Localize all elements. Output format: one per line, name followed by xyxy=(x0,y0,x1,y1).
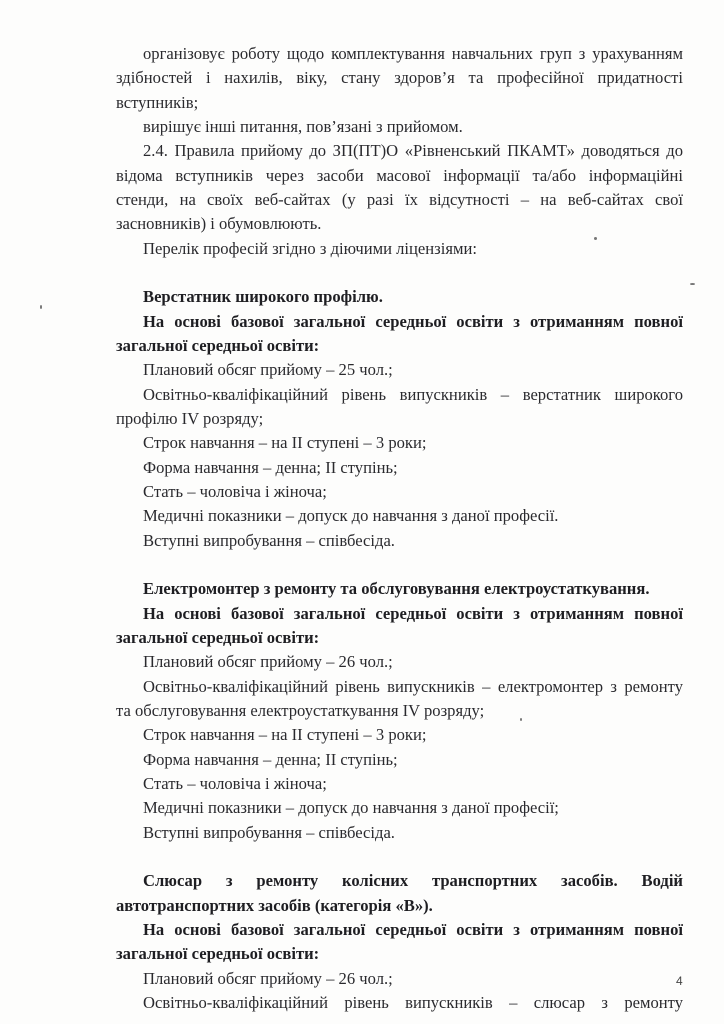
profession-title: автотранспортних засобів (категорія «В»). xyxy=(116,896,433,915)
profession-basis: загальної середньої освіти: xyxy=(116,628,320,647)
scan-speck xyxy=(690,283,695,285)
profession-detail: Освітньо-кваліфікаційний рівень випускників – слюсар з ремонту xyxy=(143,993,683,1012)
paragraph-line: стенди, на своїх веб-сайтах (у разі їх відсутності – на веб-сайтах свої xyxy=(116,190,683,209)
scan-speck xyxy=(594,237,597,240)
profession-title: Слюсар з ремонту колісних транспортних засобів. Водій xyxy=(143,871,683,890)
profession-basis: На основі базової загальної середньої освіти з отриманням повної xyxy=(143,920,683,939)
profession-detail: Строк навчання – на ІІ ступені – 3 роки; xyxy=(143,433,427,452)
page-number: 4 xyxy=(676,974,683,988)
profession-detail: Стать – чоловіча і жіноча; xyxy=(143,482,327,501)
profession-detail: Медичні показники – допуск до навчання з даної професії; xyxy=(143,798,559,817)
profession-title: Верстатник широкого профілю. xyxy=(143,287,383,306)
profession-detail: та обслуговування електроустаткування IV розряду; xyxy=(116,701,485,720)
profession-basis: загальної середньої освіти: xyxy=(116,336,320,355)
profession-basis: загальної середньої освіти: xyxy=(116,944,320,963)
profession-detail: Стать – чоловіча і жіноча; xyxy=(143,774,327,793)
profession-title: Електромонтер з ремонту та обслуговування електроустаткування. xyxy=(143,579,650,598)
scan-speck xyxy=(40,305,42,309)
profession-detail: профілю IV розряду; xyxy=(116,409,264,428)
paragraph-line: здібностей і нахилів, віку, стану здоров’я та професійної придатності xyxy=(116,68,683,87)
profession-detail: Форма навчання – денна; ІІ ступінь; xyxy=(143,458,398,477)
scan-speck xyxy=(520,718,522,721)
profession-detail: Плановий обсяг прийому – 25 чол.; xyxy=(143,360,393,379)
paragraph-line: Перелік професій згідно з діючими ліцензіями: xyxy=(143,239,477,258)
paragraph-line: засновників) і обумовлюють. xyxy=(116,214,322,233)
profession-detail: Вступні випробування – співбесіда. xyxy=(143,531,395,550)
profession-detail: Освітньо-кваліфікаційний рівень випускників – електромонтер з ремонту xyxy=(143,677,683,696)
profession-basis: На основі базової загальної середньої освіти з отриманням повної xyxy=(143,604,683,623)
profession-basis: На основі базової загальної середньої освіти з отриманням повної xyxy=(143,312,683,331)
profession-detail: Строк навчання – на ІІ ступені – 3 роки; xyxy=(143,725,427,744)
profession-detail: Освітньо-кваліфікаційний рівень випускників – верстатник широкого xyxy=(143,385,683,404)
paragraph-line: вирішує інші питання, пов’язані з прийомом. xyxy=(143,117,463,136)
paragraph-line: вступників; xyxy=(116,93,199,112)
profession-detail: Плановий обсяг прийому – 26 чол.; xyxy=(143,969,393,988)
paragraph-line: 2.4. Правила прийому до ЗП(ПТ)О «Рівненський ПКАМТ» доводяться до xyxy=(143,141,683,160)
paragraph-line: відома вступників через засоби масової інформації та/або інформаційні xyxy=(116,166,683,185)
profession-detail: Медичні показники – допуск до навчання з даної професії. xyxy=(143,506,559,525)
paragraph-line: організовує роботу щодо комплектування навчальних груп з урахуванням xyxy=(143,44,683,63)
profession-detail: Плановий обсяг прийому – 26 чол.; xyxy=(143,652,393,671)
profession-detail: Вступні випробування – співбесіда. xyxy=(143,823,395,842)
profession-detail: Форма навчання – денна; ІІ ступінь; xyxy=(143,750,398,769)
